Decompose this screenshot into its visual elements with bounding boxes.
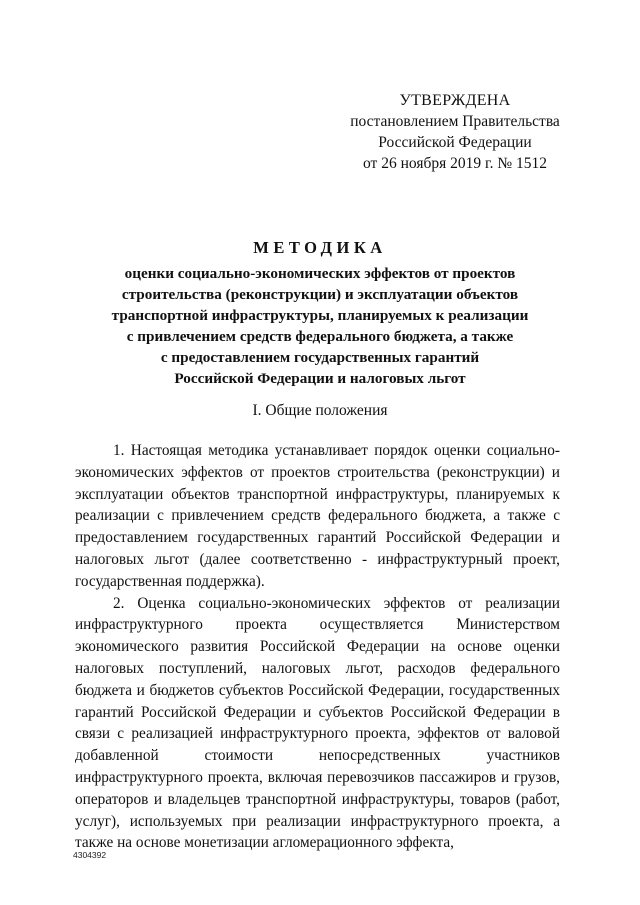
document-title (70, 237, 570, 389)
title-subtitle-line: Российской Федерации и налоговых льгот (174, 370, 466, 387)
title-subtitle-line: оценки социально-экономических эффектов от проектов (124, 265, 516, 282)
title-subtitle-line: транспортной инфраструктуры, планируемых к реализации (111, 307, 529, 324)
approval-heading: УТВЕРЖДЕНА (399, 92, 511, 109)
title-subtitle-line: строительства (реконструкции) и эксплуатации объектов (121, 286, 519, 303)
paragraph-1: 1. Настоящая методика устанавливает порядок оценки социально-экономических эффектов от проектов строительства (реконструкции) и эксплуатации объектов транспортной инфраструктуры, планируемых к реализации с привлечением средств федерального бюджета, а также с предоставлением государственных гарантий Российской Федерации и налоговых льгот (далее соответственно - инфраструктурный проект, государственная поддержка). (75, 442, 560, 590)
approval-line-3: от 26 ноября 2019 г. № 1512 (363, 155, 547, 172)
section-heading: I. Общие положения (252, 402, 388, 419)
approval-stamp (340, 90, 570, 174)
document-body (75, 440, 560, 854)
document-code: 4304392 (73, 850, 107, 860)
title-subtitle-line: с предоставлением государственных гарантий (160, 349, 480, 366)
title-subtitle-line: с привлечением средств федерального бюджета, а также (126, 328, 514, 345)
approval-line-2: Российской Федерации (378, 134, 532, 151)
title-subtitle (70, 263, 570, 389)
approval-line-1: постановлением Правительства (350, 113, 560, 130)
paragraph-2: 2. Оценка социально-экономических эффектов от реализации инфраструктурного проекта осуществляется Министерством экономического развития Российской Федерации на основе оценки налоговых поступлений, налоговых льгот, расходов федерального бюджета и бюджетов субъектов Российской Федерации, государственных гарантий Российской Федерации и субъектов Российской Федерации в связи с реализацией инфраструктурного проекта, эффектов от валовой добавленной стоимости непосредственных участников инфраструктурного проекта, включая перевозчиков пассажиров и грузов, операторов и владельцев транспортной инфраструктуры, товаров (работ, услуг), используемых при реализации инфраструктурного проекта, а также на основе монетизации агломерационного эффекта, (75, 594, 560, 852)
title-main: МЕТОДИКА (253, 238, 387, 257)
